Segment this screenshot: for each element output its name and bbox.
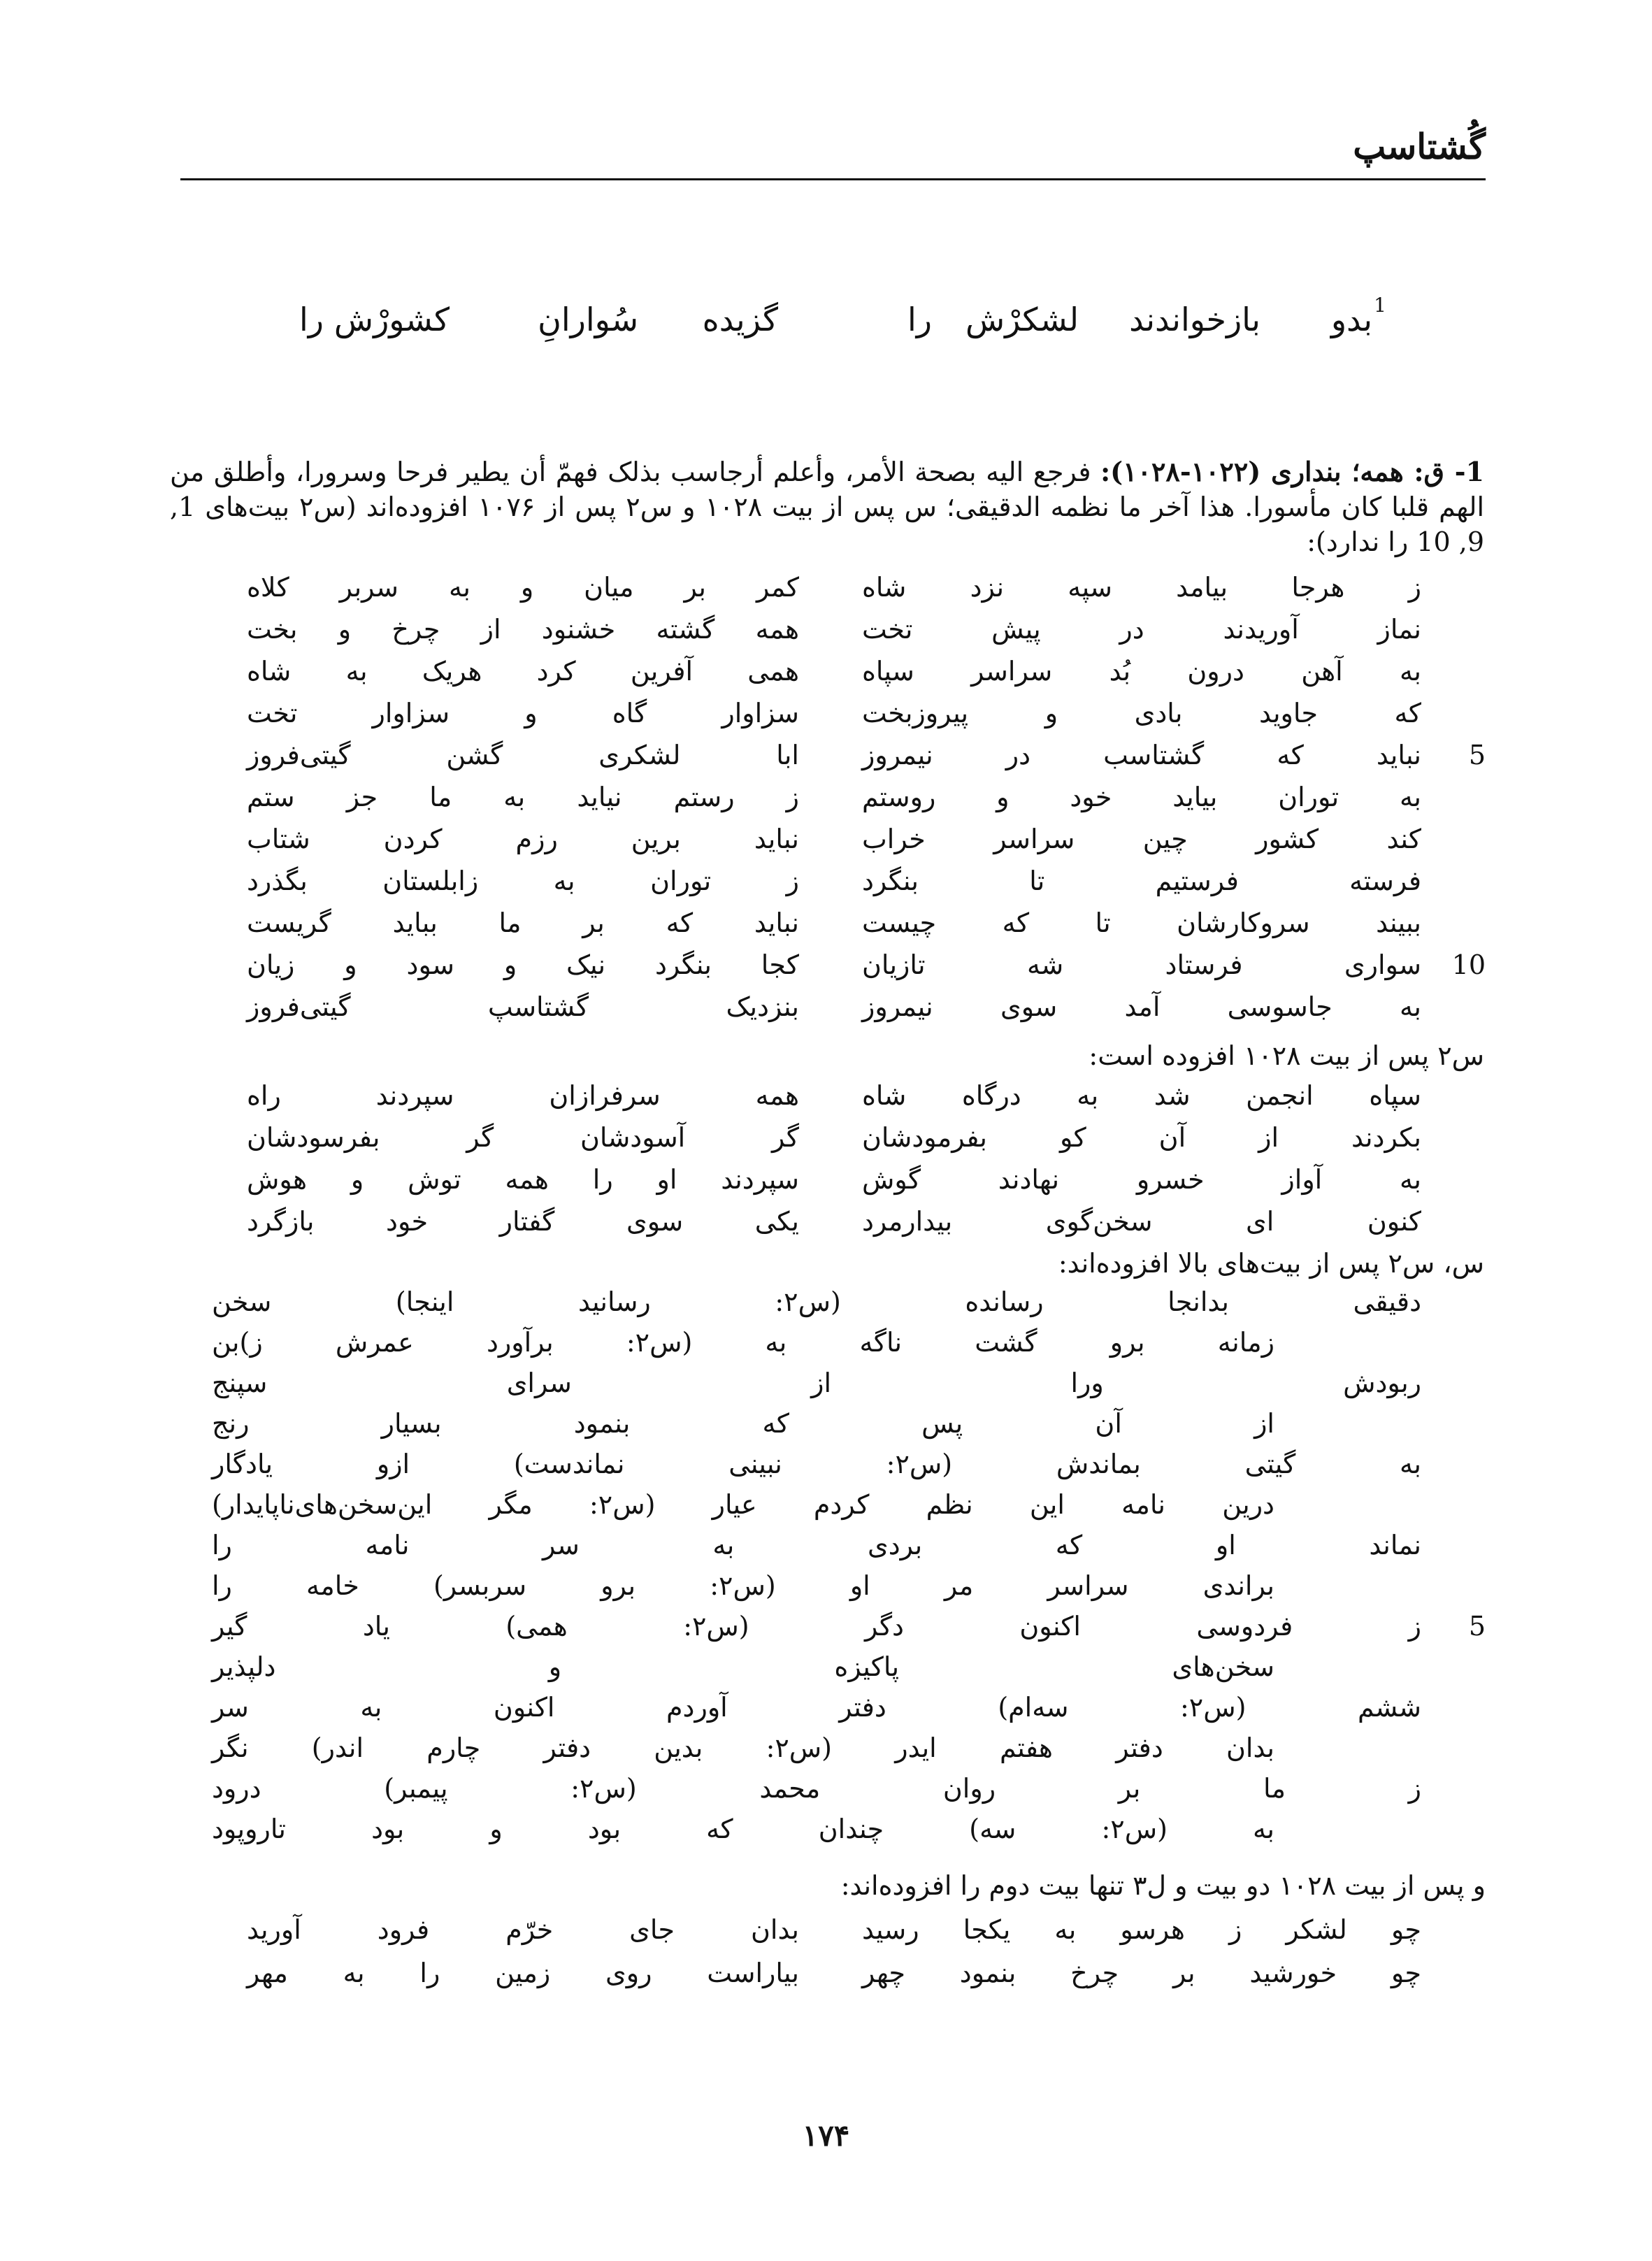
verse-row bbox=[0, 782, 1652, 824]
verse-hemistich-second: ابا لشکری گشن گیتی‌فروز bbox=[247, 740, 799, 770]
verse-row bbox=[0, 1958, 1652, 2000]
verse-word: گزیده bbox=[702, 301, 778, 338]
verse-row bbox=[0, 614, 1652, 656]
verse-hemistich-first: چو لشکر ز هرسو به یکجا رسید bbox=[862, 1914, 1421, 1945]
verse-hemistich-first: کنون ای سخن‌گوی بیدارمرد bbox=[862, 1206, 1421, 1237]
verse-row bbox=[0, 1122, 1652, 1164]
verse-hemistich-second: سزاوار گاه و سزاوار تخت bbox=[247, 698, 799, 728]
page-number: ۱۷۴ bbox=[802, 2118, 850, 2153]
verse-word: بدو bbox=[1330, 301, 1372, 338]
verse-hemistich-second: گر آسودشان گر بفرسودشان bbox=[247, 1122, 799, 1153]
verse-hemistich-second: بدان دفتر هفتم ایدر (س۲: بدین دفتر چارم اندر) نگر bbox=[212, 1732, 1274, 1763]
verse-row bbox=[0, 949, 1652, 991]
verse-hemistich-first: ششم (س۲: سه‌ام) دفتر آوردم اکنون به سر bbox=[212, 1692, 1421, 1723]
verse-hemistich-first: کند کشور چین سراسر خراب bbox=[862, 824, 1421, 854]
verse-row bbox=[0, 1080, 1652, 1122]
verse-hemistich-first: که جاوید بادی و پیروزبخت bbox=[862, 698, 1421, 728]
verse-row bbox=[0, 1368, 1652, 1409]
verse-row bbox=[0, 824, 1652, 866]
verse-row bbox=[0, 1530, 1652, 1572]
verse-row bbox=[0, 1773, 1652, 1815]
verse-hemistich-second: بیاراست روی زمین را به مهر bbox=[247, 1958, 799, 1988]
verse-row bbox=[0, 1814, 1652, 1856]
verse-row bbox=[0, 1570, 1652, 1612]
verse-row bbox=[0, 1164, 1652, 1206]
verse-hemistich-first: فرسته فرستیم تا بنگرد bbox=[862, 866, 1421, 896]
verse-row bbox=[0, 656, 1652, 698]
verse-hemistich-second: ز رستم نیاید به ما جز ستم bbox=[247, 782, 799, 812]
verse-hemistich-second: سپردند او را همه توش و هوش bbox=[247, 1164, 799, 1195]
verse-hemistich-first: به توران بیاید خود و روستم bbox=[862, 782, 1421, 812]
verse-hemistich-second: براندی سراسر مر او (س۲: برو سربسر) خامه را bbox=[212, 1570, 1275, 1601]
verse-row bbox=[0, 698, 1652, 740]
verse-hemistich-first: ببیند سروکارشان تا که چیست bbox=[862, 907, 1421, 938]
verse-hemistich-second: یکی سوی گفتار خود بازگرد bbox=[247, 1206, 799, 1237]
verse-row bbox=[0, 572, 1652, 614]
verse-hemistich-first: نماند او که بردی به سر نامه را bbox=[212, 1530, 1421, 1560]
verse-hemistich-second: سخن‌های پاکیزه و دلپذیر bbox=[212, 1651, 1274, 1682]
verse-hemistich-second: بدان جای خرّم فرود آورید bbox=[247, 1914, 799, 1945]
verse-word: را bbox=[907, 301, 932, 338]
header-divider bbox=[180, 178, 1486, 180]
verse-hemistich-second: کمر بر میان و به سربر کلاه bbox=[247, 572, 799, 603]
verse-hemistich-first: ز هرجا بیامد سپه نزد شاه bbox=[862, 572, 1421, 603]
verse-number: 5 bbox=[1468, 740, 1486, 770]
verse-hemistich-first: ربودش ورا از سرای سپنج bbox=[212, 1368, 1421, 1398]
verse-hemistich-first: دقیقی بدانجا رسانده (س۲: رسانید اینجا) سخن bbox=[212, 1286, 1421, 1317]
verse-row bbox=[0, 740, 1652, 782]
verse-hemistich-first: سپاه انجمن شد به درگاه شاه bbox=[862, 1080, 1421, 1111]
verse-hemistich-first: نماز آوریدند در پیش تخت bbox=[862, 614, 1421, 645]
verse-row bbox=[0, 1914, 1652, 1956]
verse-hemistich-second: از آن پس که بنمود بسیار رنج bbox=[212, 1408, 1274, 1439]
verse-hemistich-first: ز ما بر روان محمد (س۲: پیمبر) درود bbox=[212, 1773, 1421, 1804]
verse-word: سُوارانِ bbox=[538, 301, 638, 338]
verse-number: 5 bbox=[1468, 1611, 1486, 1642]
verse-hemistich-first: چو خورشید بر چرخ بنمود چهر bbox=[862, 1958, 1421, 1988]
verse-row bbox=[0, 1408, 1652, 1450]
verse-hemistich-first: به آهن درون بُد سراسر سپاه bbox=[862, 656, 1421, 687]
running-header-title: گُشتاسپ bbox=[1353, 126, 1486, 167]
footnote-lead-text: فرجع الیه بصحة الأمر، وأعلم أرجاسب بذلک فهمّ أن یطیر فرحا وسرورا، وأطلق من الهم قلبا کان مأسورا. هذا آخر ما نظمه الدقیقی؛ س پس از بیت ۱۰۲۸ و س۲ پس از ۱۰۷۶ افزوده‌اند (س۲ بیت‌های 1, 9, 10 را ندارد): bbox=[170, 457, 1485, 557]
verse-hemistich-first: به جاسوسی آمد سوی نیمروز bbox=[862, 991, 1421, 1022]
verse-hemistich-first: ز فردوسی اکنون دگر (س۲: همی) یاد گیر bbox=[212, 1611, 1421, 1642]
verse-word: را bbox=[299, 301, 324, 338]
verse-row bbox=[0, 1692, 1652, 1734]
verse-hemistich-second: همه گشته خشنود از چرخ و بخت bbox=[247, 614, 799, 645]
verse-row bbox=[0, 1286, 1652, 1328]
verse-hemistich-second: نباید برین رزم کردن شتاب bbox=[247, 824, 799, 854]
verse-row bbox=[0, 907, 1652, 949]
verse-row bbox=[0, 1327, 1652, 1369]
footnote-section-label: س۲ پس از بیت ۱۰۲۸ افزوده است: bbox=[1089, 1040, 1484, 1071]
verse-hemistich-first: سواری فرستاد شه تازیان bbox=[862, 949, 1421, 980]
verse-row bbox=[0, 991, 1652, 1033]
verse-hemistich-second: ز توران به زابلستان بگذرد bbox=[247, 866, 799, 896]
footnote-lead-label: 1- ق: همه؛ بنداری (۱۰۲۲-۱۰۲۸): bbox=[1100, 456, 1484, 487]
verse-hemistich-first: بکردند از آن کو بفرمودشان bbox=[862, 1122, 1421, 1153]
verse-hemistich-first: به آواز خسرو نهادند گوش bbox=[862, 1164, 1421, 1195]
verse-hemistich-second: همی آفرین کرد هریک به شاه bbox=[247, 656, 799, 687]
verse-hemistich-second: کجا بنگرد نیک و سود و زیان bbox=[247, 949, 799, 980]
verse-word: بازخواندند bbox=[1129, 301, 1260, 338]
verse-hemistich-first: نباید که گشتاسب در نیمروز bbox=[862, 740, 1421, 770]
verse-word: کشورْش bbox=[333, 301, 450, 338]
verse-hemistich-second: به (س۲: سه) چندان که بود و بود تاروپود bbox=[212, 1814, 1274, 1844]
verse-row bbox=[0, 1489, 1652, 1531]
verse-row bbox=[0, 866, 1652, 907]
verse-hemistich-second: بنزدیک گشتاسپ گیتی‌فروز bbox=[247, 991, 799, 1022]
verse-row bbox=[0, 1651, 1652, 1693]
verse-row bbox=[0, 1206, 1652, 1248]
verse-hemistich-second: درین نامه این نظم کردم عیار (س۲: مگر این‌سخن‌های‌ناپایدار) bbox=[212, 1489, 1274, 1520]
verse-hemistich-second: همه سرفرازان سپردند راه bbox=[247, 1080, 799, 1111]
footnote-marker: 1 bbox=[1374, 294, 1386, 317]
verse-hemistich-second: نباید که بر ما بباید گریست bbox=[247, 907, 799, 938]
verse-row bbox=[0, 1449, 1652, 1491]
verse-word: لشکرْش bbox=[965, 301, 1079, 338]
footnote-section-label: و پس از بیت ۱۰۲۸ دو بیت و ل۳ تنها بیت دوم را افزوده‌اند: bbox=[840, 1870, 1486, 1901]
verse-row bbox=[0, 1611, 1652, 1653]
verse-row bbox=[0, 1732, 1652, 1774]
verse-hemistich-first: به گیتی بماندش (س۲: نبینی نماندست) ازو یادگار bbox=[212, 1449, 1421, 1479]
footnote-section-label: س، س۲ پس از بیت‌های بالا افزوده‌اند: bbox=[1058, 1248, 1484, 1279]
footnote-lead bbox=[170, 454, 1484, 559]
verse-number: 10 bbox=[1451, 949, 1486, 980]
verse-hemistich-second: زمانه برو گشت ناگه به (س۲: برآورد عمرش ز)بن bbox=[212, 1327, 1274, 1358]
